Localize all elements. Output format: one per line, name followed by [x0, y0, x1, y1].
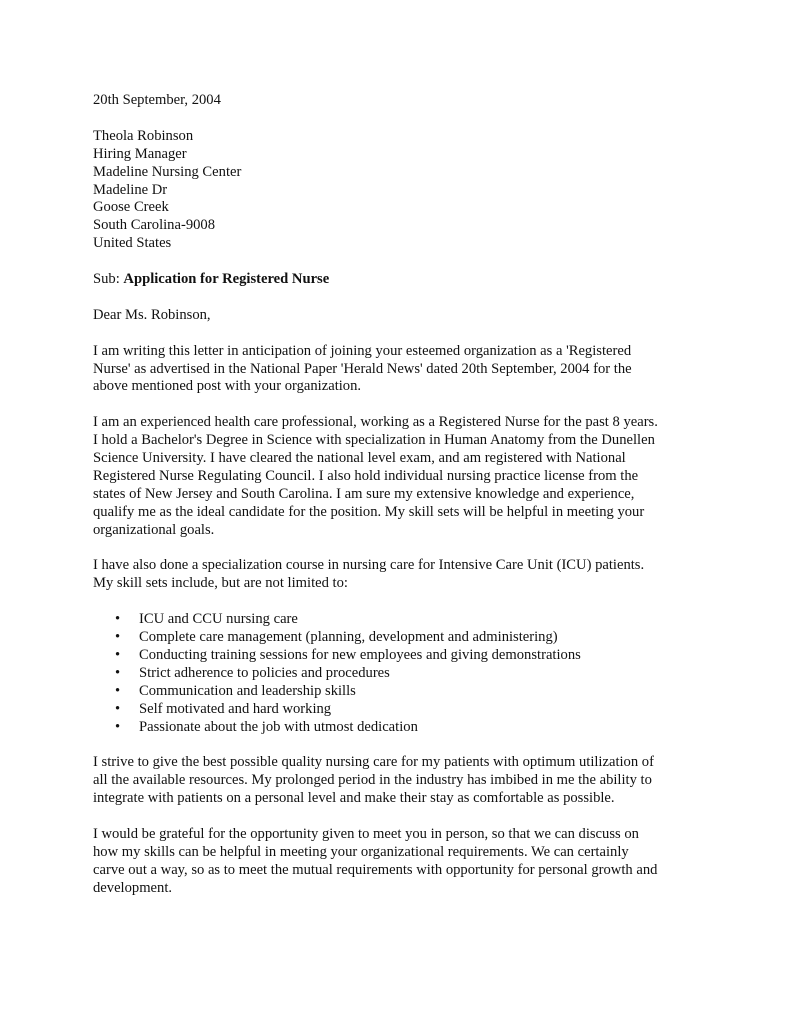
- skill-text: Conducting training sessions for new employees and giving demonstrations: [139, 646, 581, 663]
- bullet-icon: •: [115, 718, 121, 735]
- bullet-icon: •: [115, 664, 121, 681]
- skill-text: Self motivated and hard working: [139, 700, 332, 717]
- recipient-address: [93, 128, 713, 253]
- list-item: [93, 683, 713, 701]
- recipient-state-zip: South Carolina-9008: [93, 217, 216, 234]
- salutation-text: Dear Ms. Robinson,: [93, 306, 211, 323]
- paragraph-line: above mentioned post with your organization.: [93, 378, 362, 395]
- paragraph-line: I would be grateful for the opportunity given to meet you in person, so that we can discuss on: [93, 826, 639, 843]
- paragraph-line: organizational goals.: [93, 521, 215, 538]
- paragraph-line: carve out a way, so as to meet the mutual requirements with opportunity for personal growth and: [93, 861, 658, 878]
- body-paragraph-2: [93, 414, 713, 539]
- paragraph-line: Registered Nurse Regulating Council. I also hold individual nursing practice license from the: [93, 467, 639, 484]
- letter-date: [93, 92, 713, 110]
- letter-page: [93, 92, 713, 916]
- recipient-organization: Madeline Nursing Center: [93, 163, 242, 180]
- paragraph-line: states of New Jersey and South Carolina. I am sure my extensive knowledge and experience,: [93, 485, 635, 502]
- list-item: [93, 647, 713, 665]
- subject-line: [93, 271, 713, 289]
- body-paragraph-3: [93, 557, 713, 593]
- subject-text: Application for Registered Nurse: [123, 271, 330, 288]
- bullet-icon: •: [115, 646, 121, 663]
- paragraph-line: development.: [93, 879, 173, 896]
- list-item: [93, 611, 713, 629]
- skill-text: Complete care management (planning, development and administering): [139, 629, 558, 646]
- body-paragraph-1: [93, 343, 713, 397]
- paragraph-line: I hold a Bachelor's Degree in Science with specialization in Human Anatomy from the Dunellen: [93, 432, 655, 449]
- list-item: [93, 665, 713, 683]
- recipient-country: United States: [93, 235, 172, 252]
- date-text: 20th September, 2004: [93, 92, 221, 108]
- paragraph-line: I am writing this letter in anticipation of joining your esteemed organization as a 'Registered: [93, 342, 632, 359]
- body-paragraph-4: [93, 754, 713, 808]
- paragraph-line: all the available resources. My prolonged period in the industry has imbibed in me the ability to: [93, 772, 652, 789]
- skills-list: [93, 611, 713, 736]
- recipient-title: Hiring Manager: [93, 145, 187, 162]
- paragraph-line: integrate with patients on a personal level and make their stay as comfortable as possible.: [93, 790, 615, 807]
- body-paragraph-5: [93, 826, 713, 898]
- bullet-icon: •: [115, 629, 121, 646]
- skill-text: ICU and CCU nursing care: [139, 611, 298, 628]
- list-item: [93, 719, 713, 737]
- salutation: [93, 307, 713, 325]
- paragraph-line: I strive to give the best possible quality nursing care for my patients with optimum utilization of: [93, 754, 654, 771]
- bullet-icon: •: [115, 682, 121, 699]
- paragraph-line: Science University. I have cleared the national level exam, and am registered with National: [93, 450, 626, 467]
- skill-text: Communication and leadership skills: [139, 682, 356, 699]
- paragraph-line: I have also done a specialization course in nursing care for Intensive Care Unit (ICU) patients.: [93, 557, 645, 574]
- paragraph-line: qualify me as the ideal candidate for the position. My skill sets will be helpful in meeting your: [93, 503, 645, 520]
- paragraph-line: My skill sets include, but are not limited to:: [93, 575, 348, 592]
- paragraph-line: Nurse' as advertised in the National Paper 'Herald News' dated 20th September, 2004 for the: [93, 360, 632, 377]
- recipient-street: Madeline Dr: [93, 181, 168, 198]
- list-item: [93, 701, 713, 719]
- skill-text: Passionate about the job with utmost dedication: [139, 718, 418, 735]
- paragraph-line: how my skills can be helpful in meeting your organizational requirements. We can certainly: [93, 843, 629, 860]
- bullet-icon: •: [115, 700, 121, 717]
- skill-text: Strict adherence to policies and procedures: [139, 664, 390, 681]
- bullet-icon: •: [115, 611, 121, 628]
- recipient-name: Theola Robinson: [93, 127, 194, 144]
- list-item: [93, 629, 713, 647]
- recipient-city: Goose Creek: [93, 199, 169, 216]
- paragraph-line: I am an experienced health care professional, working as a Registered Nurse for the past 8 years.: [93, 414, 658, 431]
- subject-prefix: Sub:: [93, 271, 124, 288]
